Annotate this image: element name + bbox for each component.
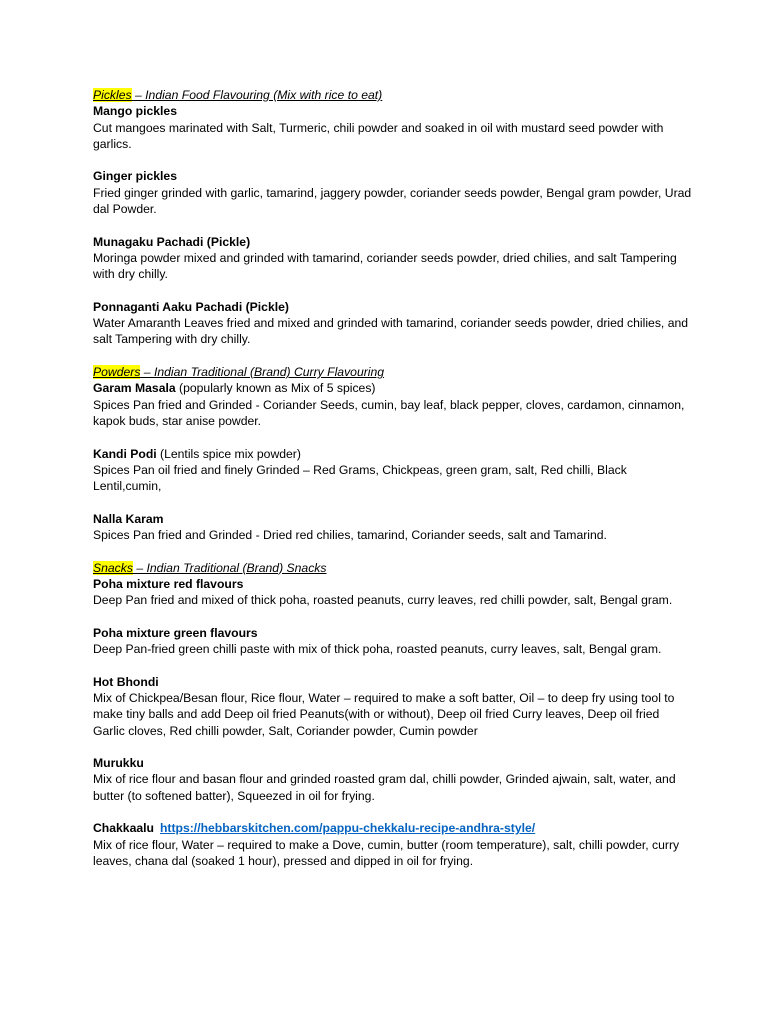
item-title: Poha mixture red flavours: [93, 576, 244, 591]
list-item: [93, 674, 693, 739]
item-title-text: Kandi Podi: [93, 446, 157, 461]
section-snacks: [93, 560, 693, 870]
item-description: Mix of rice flour and basan flour and grinded roasted gram dal, chilli powder, Grinded ajwain, salt, water, and butter (to softened batter), Squeezed in oil for frying.: [93, 772, 676, 803]
list-item: [93, 820, 693, 869]
item-title: Ginger pickles: [93, 169, 177, 184]
section-heading-rest: – Indian Traditional (Brand) Snacks: [132, 560, 327, 575]
recipe-link[interactable]: https://hebbarskitchen.com/pappu-chekkalu-recipe-andhra-style/: [159, 821, 536, 836]
section-heading-rest: – Indian Food Flavouring (Mix with rice to eat): [131, 88, 383, 102]
document-page: [93, 87, 693, 886]
list-item: [93, 511, 693, 544]
item-title: Hot Bhondi: [93, 674, 159, 689]
item-description: Deep Pan-fried green chilli paste with mix of thick poha, roasted peanuts, curry leaves, salt, Bengal gram.: [93, 642, 662, 657]
item-description: Fried ginger grinded with garlic, tamarind, jaggery powder, coriander seeds powder, Bengal gram powder, Urad dal Powder.: [93, 185, 692, 217]
item-title: [93, 820, 693, 836]
item-description: Mix of Chickpea/Besan flour, Rice flour, Water – required to make a soft batter, Oil – to deep fry using tool to make tiny balls and add Deep oil fried Peanuts(with or without), Deep oil fried Curry leaves, Deep oil fried Garlic cloves, Red chilli powder, Salt, Coriander powder, Cumin powder: [93, 690, 675, 738]
section-keyword-highlight: Snacks: [93, 560, 133, 575]
item-title: Poha mixture green flavours: [93, 625, 258, 640]
item-title-text: Chakkaalu: [93, 821, 154, 836]
item-title-text: Garam Masala: [93, 381, 176, 396]
list-item: [93, 576, 693, 609]
item-title: Murukku: [93, 756, 144, 771]
section-keyword-highlight: Powders: [93, 365, 141, 380]
list-item: [93, 625, 693, 658]
item-title: [93, 446, 693, 462]
item-title-note: (popularly known as Mix of 5 spices): [175, 381, 376, 396]
section-heading-rest: – Indian Traditional (Brand) Curry Flavouring: [140, 365, 385, 380]
list-item: [93, 446, 693, 495]
item-title: [93, 380, 693, 396]
item-description: Mix of rice flour, Water – required to make a Dove, cumin, butter (room temperature), salt, chilli powder, curry leaves, chana dal (soaked 1 hour), pressed and dipped in oil for frying.: [93, 837, 680, 868]
item-description: Spices Pan oil fried and finely Grinded – Red Grams, Chickpeas, green gram, salt, Red chilli, Black Lentil,cumin,: [93, 462, 627, 494]
item-description: Spices Pan fried and Grinded - Coriander Seeds, cumin, bay leaf, black pepper, cloves, cardamon, cinnamon, kapok buds, star anise powder.: [93, 397, 685, 428]
item-description: Water Amaranth Leaves fried and mixed and grinded with tamarind, coriander seeds powder, dried chilies, and salt Tampering with dry chilly.: [93, 316, 689, 347]
item-title-note: (Lentils spice mix powder): [156, 446, 301, 461]
item-title: Ponnaganti Aaku Pachadi (Pickle): [93, 299, 289, 314]
list-item: [93, 299, 693, 348]
section-keyword-highlight: Pickles: [93, 88, 132, 102]
item-description: Moringa powder mixed and grinded with tamarind, coriander seeds powder, dried chilies, and salt Tampering with dry chilly.: [93, 250, 677, 282]
item-description: Deep Pan fried and mixed of thick poha, roasted peanuts, curry leaves, red chilli powder, salt, Bengal gram.: [93, 593, 673, 608]
section-heading: [93, 560, 693, 576]
section-pickles: [93, 87, 693, 348]
list-item: [93, 755, 693, 804]
item-description: Spices Pan fried and Grinded - Dried red chilies, tamarind, Coriander seeds, salt and Tamarind.: [93, 528, 607, 543]
section-heading: [93, 87, 693, 103]
item-title: Mango pickles: [93, 104, 177, 119]
list-item: [93, 168, 693, 217]
list-item: [93, 103, 693, 152]
item-title: Nalla Karam: [93, 511, 164, 526]
list-item: [93, 234, 693, 283]
section-powders: [93, 364, 693, 543]
list-item: [93, 380, 693, 429]
item-title: Munagaku Pachadi (Pickle): [93, 234, 251, 249]
section-heading: [93, 364, 693, 380]
item-description: Cut mangoes marinated with Salt, Turmeric, chili powder and soaked in oil with mustard seed powder with garlics.: [93, 120, 664, 151]
